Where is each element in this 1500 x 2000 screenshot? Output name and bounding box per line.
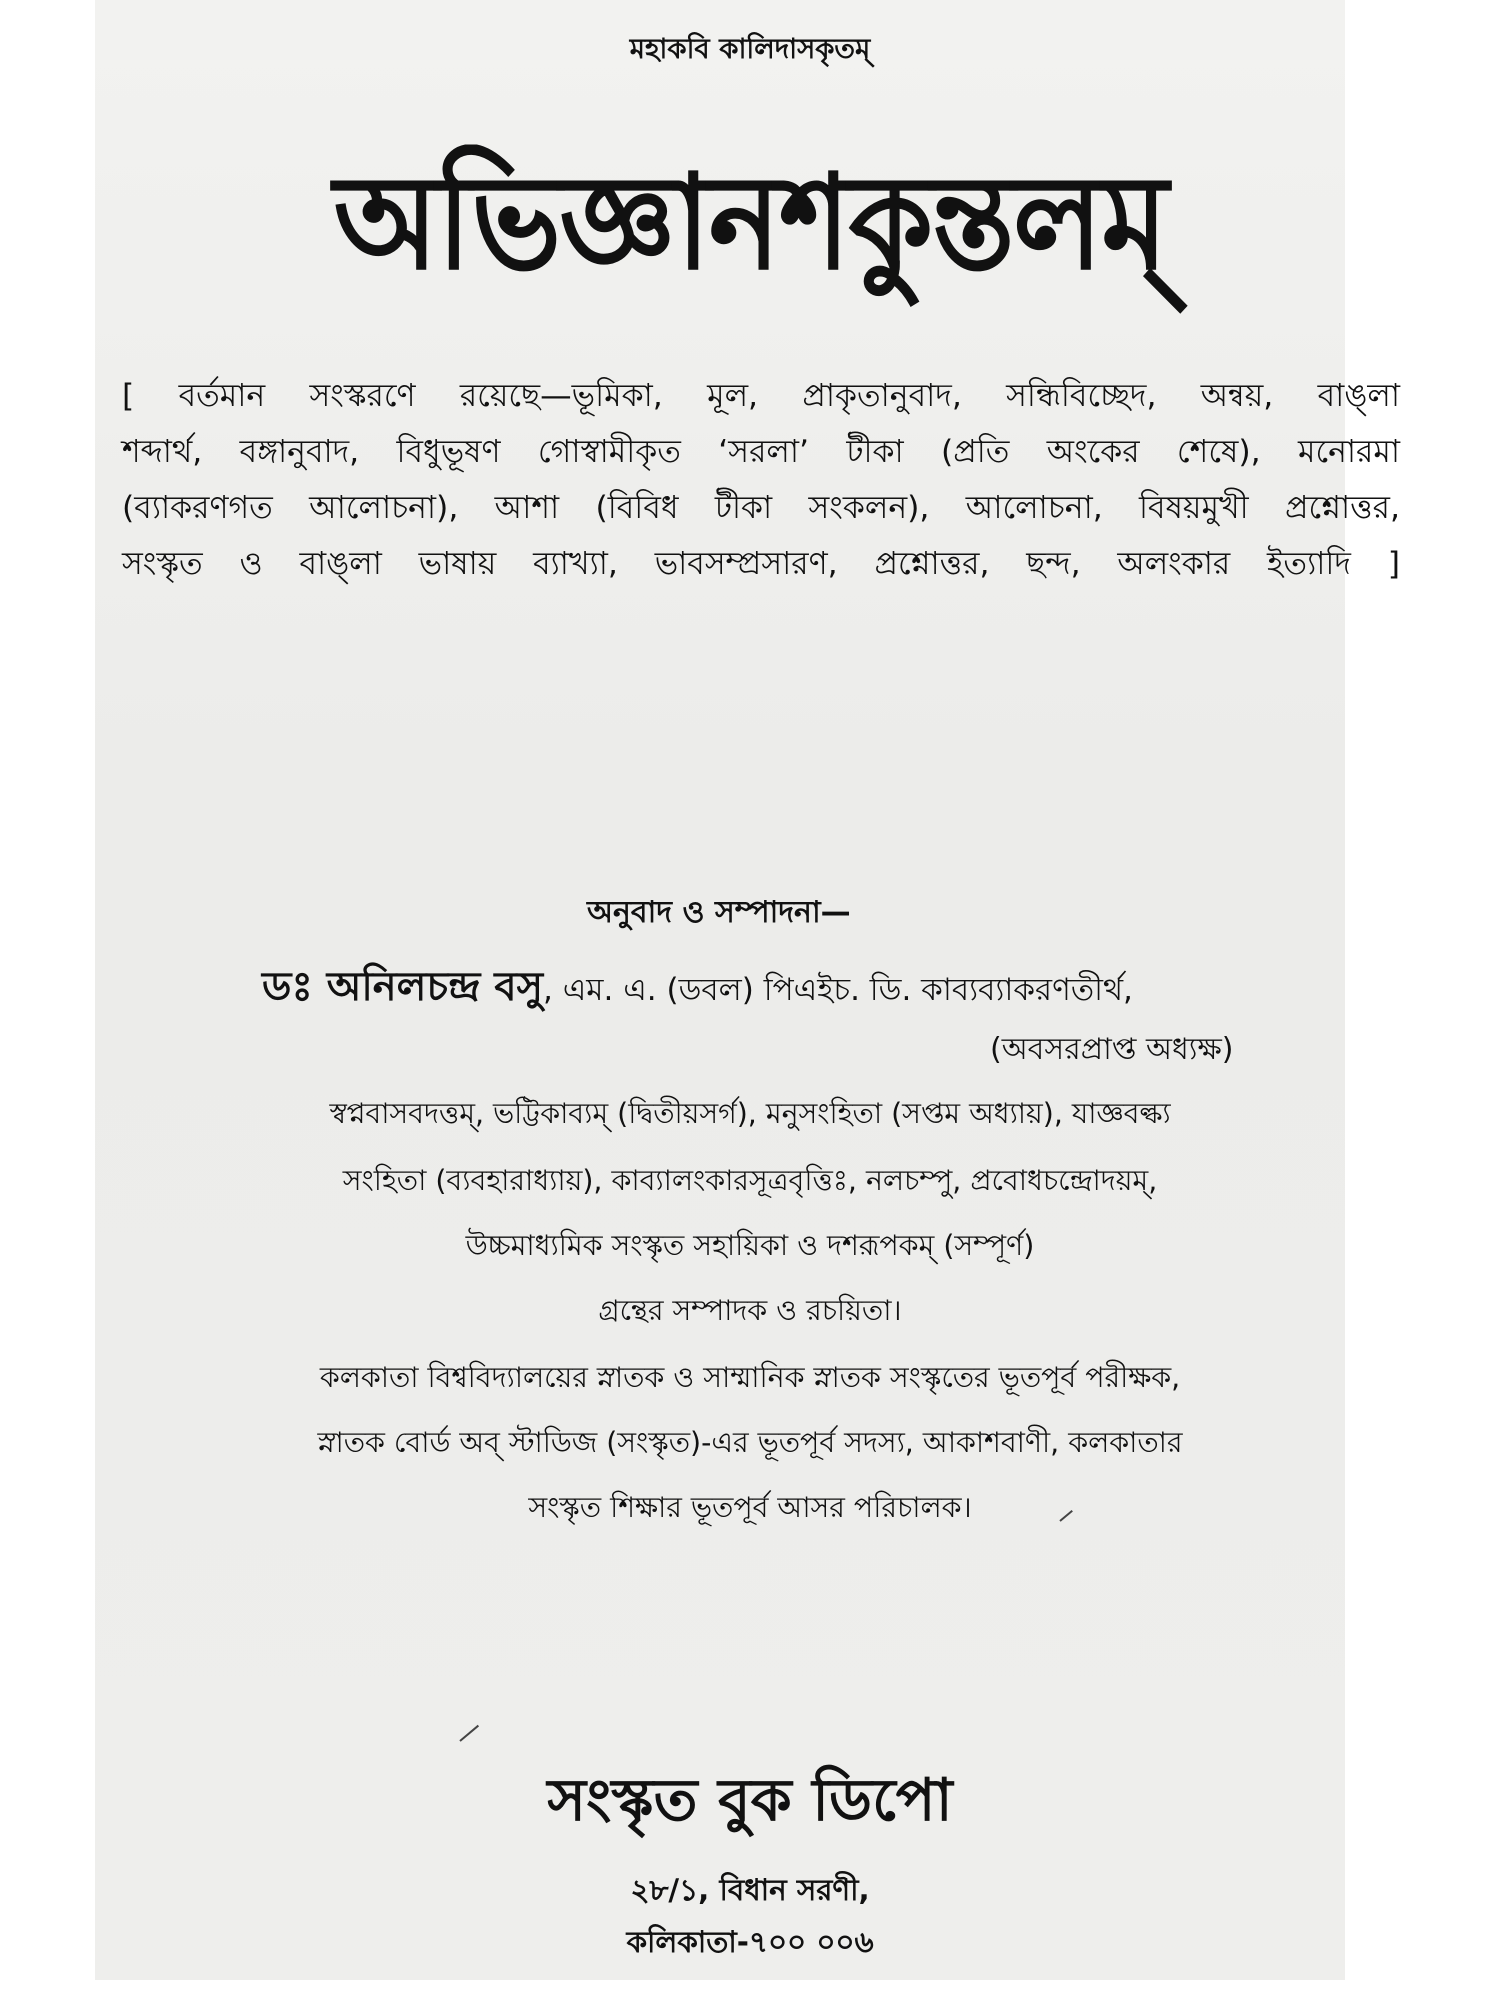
- credentials-line: সংস্কৃত শিক্ষার ভূতপূর্ব আসর পরিচালক।: [528, 1491, 972, 1524]
- credentials-line: কলকাতা বিশ্ববিদ্যালয়ের স্নাতক ও সাম্মানিক স্নাতক সংস্কৃতের ভূতপূর্ব পরীক্ষক,: [319, 1361, 1181, 1394]
- books-line: সংহিতা (ব্যবহারাধ্যায়), কাব্যালংকারসূত্রবৃত্তিঃ, নলচম্পু, প্রবোধচন্দ্রোদয়ম্,: [342, 1164, 1158, 1197]
- editor-name: ডঃ অনিলচন্দ্র বসু: [262, 964, 544, 1010]
- publisher-name: সংস্কৃত বুক ডিপো: [547, 1766, 953, 1834]
- book-title: অভিজ্ঞানশকুন্তলম্: [333, 146, 1167, 299]
- editor-line: [262, 955, 1133, 1022]
- publisher-address-line2: কলিকাতা-৭০০ ০০৬: [626, 1925, 874, 1959]
- editor-heading: অনুবাদ ও সম্পাদনা—: [587, 895, 851, 930]
- publisher-address-line1: ২৮/১, বিধান সরণী,: [630, 1873, 870, 1907]
- books-line: উচ্চমাধ্যমিক সংস্কৃত সহায়িকা ও দশরূপকম্ (সম্পূর্ণ): [465, 1229, 1035, 1262]
- credentials-line: স্নাতক বোর্ড অব্ স্টাডিজ (সংস্কৃত)-এর ভূতপূর্ব সদস্য, আকাশবাণী, কলকাতার: [317, 1426, 1183, 1459]
- books-line: স্বপ্নবাসবদত্তম্, ভট্টিকাব্যম্ (দ্বিতীয়সর্গ), মনুসংহিতা (সপ্তম অধ্যায়), যাজ্ঞবল্ক্য: [329, 1097, 1171, 1130]
- contents-line: [ বর্তমান সংস্করণে রয়েছে—ভূমিকা, মূল, প্রাকৃতানুবাদ, সন্ধিবিচ্ছেদ, অন্বয়, বাঙ্‌লা: [122, 378, 1400, 414]
- books-line: গ্রন্থের সম্পাদক ও রচয়িতা।: [598, 1294, 902, 1327]
- contents-line: সংস্কৃত ও বাঙ্‌লা ভাষায় ব্যাখ্যা, ভাবসম্প্রসারণ, প্রশ্নোত্তর, ছন্দ, অলংকার ইত্যাদি ]: [122, 546, 1400, 582]
- editor-status: (অবসরপ্রাপ্ত অধ্যক্ষ): [990, 1032, 1234, 1067]
- author-line: মহাকবি কালিদাসকৃতম্: [629, 34, 871, 65]
- edition-contents: [122, 368, 1400, 592]
- contents-line: শব্দার্থ, বঙ্গানুবাদ, বিধুভূষণ গোস্বামীকৃত ‘সরলা’ টীকা (প্রতি অংকের শেষে), মনোরমা: [122, 434, 1400, 470]
- contents-line: (ব্যাকরণগত আলোচনা), আশা (বিবিধ টীকা সংকলন), আলোচনা, বিষয়মুখী প্রশ্নোত্তর,: [122, 490, 1400, 526]
- editor-degrees: , এম. এ. (ডবল) পিএইচ. ডি. কাব্যব্যাকরণতীর্থ,: [543, 972, 1133, 1008]
